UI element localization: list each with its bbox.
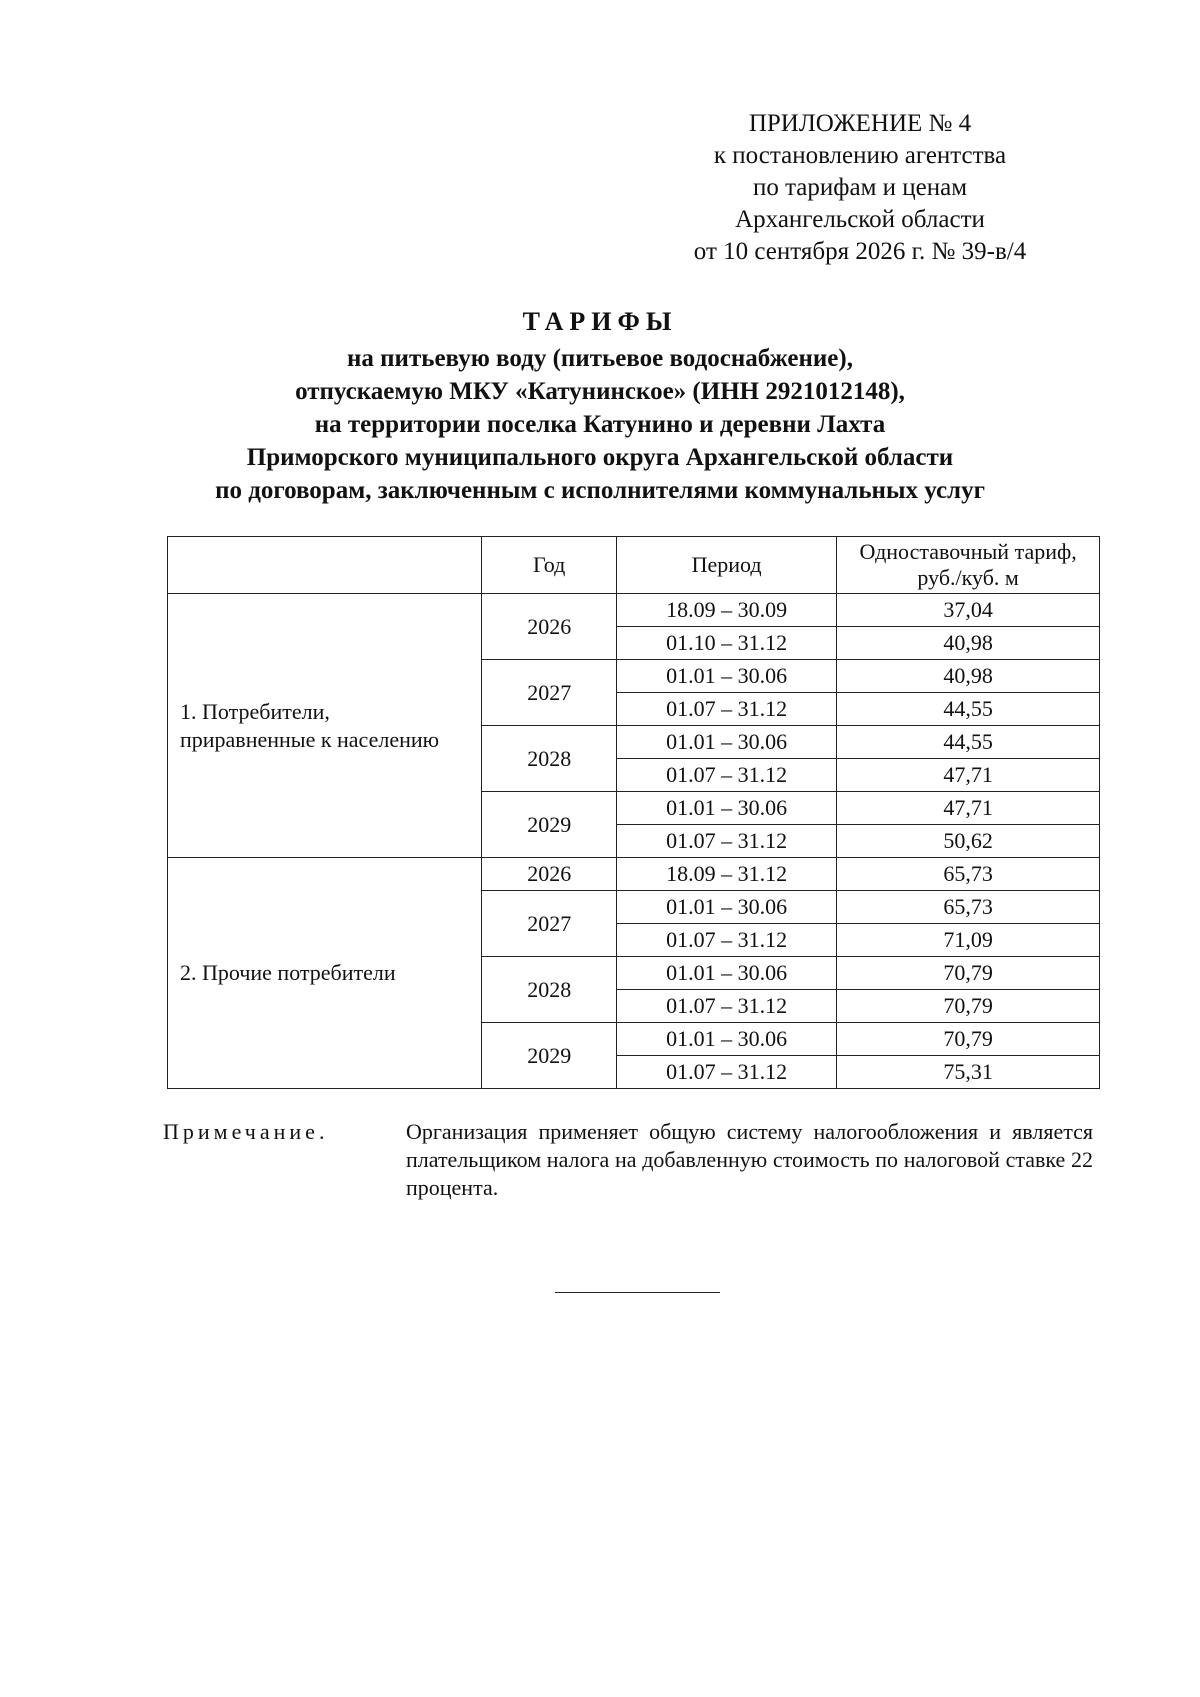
group-label <box>168 858 482 1089</box>
period-cell: 18.09 – 30.09 <box>616 594 836 627</box>
table-row <box>168 594 1100 627</box>
year-cell: 2028 <box>482 957 616 1023</box>
period-cell: 01.07 – 31.12 <box>616 1056 836 1089</box>
rate-cell: 50,62 <box>837 825 1100 858</box>
rate-cell: 40,98 <box>837 660 1100 693</box>
rate-cell: 70,79 <box>837 1023 1100 1056</box>
appendix-date-number: от 10 сентября 2026 г. № 39-в/4 <box>693 238 1027 265</box>
title-line: Приморского муниципального округа Архангельской области <box>246 444 954 471</box>
rate-cell: 44,55 <box>837 693 1100 726</box>
table-header-row <box>168 537 1100 594</box>
rate-cell: 47,71 <box>837 759 1100 792</box>
note-label: Примечание. <box>163 1119 329 1144</box>
title-line: по договорам, заключенным с исполнителями коммунальных услуг <box>215 477 985 504</box>
year-cell: 2027 <box>482 891 616 957</box>
year-cell: 2028 <box>482 726 616 792</box>
table-row <box>168 858 1100 891</box>
year-cell: 2026 <box>482 858 616 891</box>
period-cell: 01.07 – 31.12 <box>616 990 836 1023</box>
period-cell: 01.01 – 30.06 <box>616 792 836 825</box>
rate-cell: 40,98 <box>837 627 1100 660</box>
title-main: ТАРИФЫ <box>522 307 678 336</box>
rate-cell: 44,55 <box>837 726 1100 759</box>
rate-cell: 65,73 <box>837 858 1100 891</box>
year-cell: 2029 <box>482 792 616 858</box>
end-divider <box>555 1292 720 1293</box>
tariff-table <box>167 536 1100 1089</box>
period-cell: 01.01 – 30.06 <box>616 957 836 990</box>
rate-cell: 70,79 <box>837 990 1100 1023</box>
year-cell: 2029 <box>482 1023 616 1089</box>
rate-cell: 75,31 <box>837 1056 1100 1089</box>
period-cell: 01.01 – 30.06 <box>616 726 836 759</box>
header-period: Период <box>616 537 836 594</box>
rate-cell: 37,04 <box>837 594 1100 627</box>
rate-cell: 47,71 <box>837 792 1100 825</box>
title-line: на территории поселка Катунино и деревни Лахта <box>314 411 886 438</box>
period-cell: 01.10 – 31.12 <box>616 627 836 660</box>
period-cell: 01.01 – 30.06 <box>616 660 836 693</box>
title-line: отпускаемую МКУ «Катунинское» (ИНН 2921012148), <box>295 378 905 405</box>
rate-cell: 65,73 <box>837 891 1100 924</box>
appendix-line: к постановлению агентства <box>713 142 1007 169</box>
title-line: на питьевую воду (питьевое водоснабжение), <box>347 345 853 372</box>
year-cell: 2026 <box>482 594 616 660</box>
period-cell: 01.07 – 31.12 <box>616 759 836 792</box>
rate-cell: 71,09 <box>837 924 1100 957</box>
appendix-header <box>660 108 1060 268</box>
header-group <box>168 537 482 594</box>
group-label-line: приравненные к населению <box>180 726 440 752</box>
header-rate-line: Одноставочный тариф, <box>859 539 1077 564</box>
rate-cell: 70,79 <box>837 957 1100 990</box>
appendix-title: ПРИЛОЖЕНИЕ № 4 <box>748 110 972 137</box>
group-label <box>168 594 482 858</box>
period-cell: 01.07 – 31.12 <box>616 924 836 957</box>
appendix-line: по тарифам и ценам <box>752 174 968 201</box>
header-year: Год <box>482 537 616 594</box>
period-cell: 01.07 – 31.12 <box>616 825 836 858</box>
year-cell: 2027 <box>482 660 616 726</box>
note-text: Организация применяет общую систему налогообложения и является плательщиком налога на добавленную стоимость по налоговой ставке 22 процента. <box>406 1119 1093 1200</box>
period-cell: 18.09 – 31.12 <box>616 858 836 891</box>
period-cell: 01.07 – 31.12 <box>616 693 836 726</box>
appendix-line: Архангельской области <box>735 206 985 233</box>
header-rate <box>837 537 1100 594</box>
document-title <box>120 305 1080 507</box>
group-label-line: 1. Потребители, <box>180 698 330 724</box>
period-cell: 01.01 – 30.06 <box>616 891 836 924</box>
group-label-line: 2. Прочие потребители <box>180 960 396 985</box>
header-rate-unit: руб./куб. м <box>917 565 1019 590</box>
period-cell: 01.01 – 30.06 <box>616 1023 836 1056</box>
